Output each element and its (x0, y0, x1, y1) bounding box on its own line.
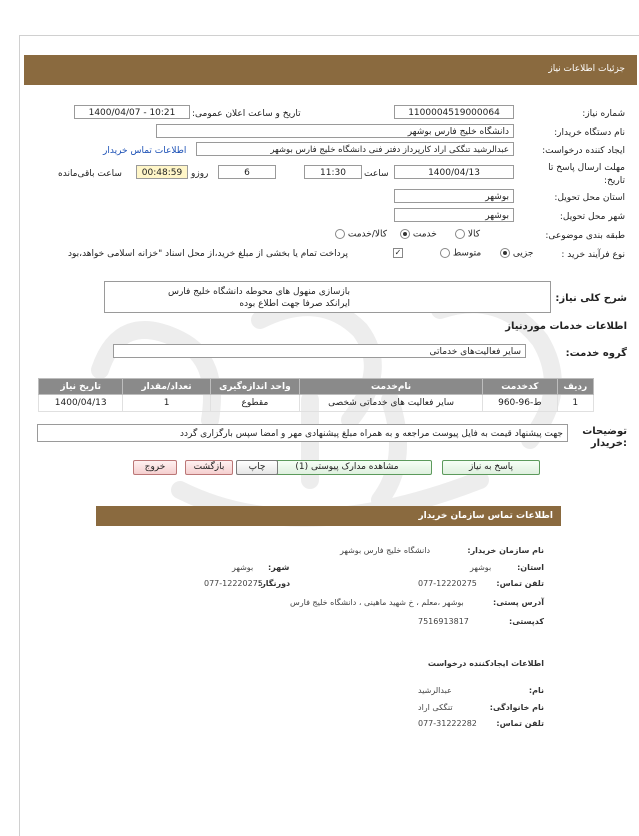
buyer-org-field: دانشگاه خلیج فارس بوشهر (156, 124, 514, 138)
deadline-label-1: مهلت ارسال پاسخ تا (548, 163, 625, 173)
service-group-field: سایر فعالیت‌های خدماتی (113, 344, 526, 358)
category-option-service[interactable]: خدمت (400, 229, 437, 240)
time-label: ساعت (364, 169, 389, 179)
requester-name-label: نام: (528, 686, 544, 695)
process-option-minor[interactable]: جزیی (500, 248, 533, 259)
contact-province-value: بوشهر (470, 563, 492, 572)
buyer-notes-label-1: توضیحات (582, 426, 627, 437)
remaining-time-field: 00:48:59 (136, 165, 188, 179)
summary-box (104, 281, 551, 313)
contact-address-value: بوشهر ،معلم ، خ شهید ماهینی ، دانشگاه خلیج فارس (290, 598, 464, 607)
radio-goods[interactable] (455, 229, 465, 239)
contact-province-label: استان: (517, 563, 544, 572)
province-label: استان محل تحویل: (554, 193, 625, 203)
radio-both[interactable] (335, 229, 345, 239)
contact-phone-value: 077-12220275 (418, 579, 477, 588)
services-title: اطلاعات خدمات موردنیاز (505, 321, 627, 332)
contact-city-label: شهر: (268, 563, 290, 572)
category-option-both[interactable]: کالا/خدمت (335, 229, 387, 240)
city-label: شهر محل تحویل: (559, 212, 625, 222)
deadline-label-2: تاریخ: (604, 176, 625, 186)
col-code: کدخدمت (483, 379, 558, 395)
summary-line-1: بازسازی منهول های محوطه دانشگاه خلیج فارس (167, 287, 350, 297)
table-row[interactable] (39, 395, 594, 412)
contact-phone-label: تلفن تماس: (496, 579, 544, 588)
contact-address-label: آدرس پستی: (493, 598, 544, 607)
col-qty: تعداد/مقدار (123, 379, 210, 395)
requester-info-title: اطلاعات ایجادکننده درخواست (427, 659, 544, 668)
announce-label: تاریخ و ساعت اعلان عمومی: (192, 109, 301, 119)
payment-note: پرداخت تمام یا بخشی از مبلغ خرید،از محل اسناد "خزانه اسلامی خواهد،بود (68, 249, 349, 259)
back-button[interactable]: بازگشت (185, 460, 233, 475)
buyer-org-label: نام دستگاه خریدار: (554, 128, 625, 138)
contact-header: اطلاعات تماس سازمان خریدار (96, 506, 561, 526)
cell-row: 1 (557, 395, 593, 412)
table-header-row (39, 379, 594, 395)
services-table (38, 378, 594, 412)
reply-button[interactable]: پاسخ به نیاز (442, 460, 540, 475)
contact-postal-value: 7516913817 (418, 617, 469, 626)
cell-date: 1400/04/13 (39, 395, 123, 412)
province-field: بوشهر (394, 189, 514, 203)
requester-phone-value: 077-31222282 (418, 719, 477, 728)
category-option-goods[interactable]: کالا (455, 229, 480, 240)
contact-postal-label: کدپستی: (509, 617, 544, 626)
contact-org-value: دانشگاه خلیج فارس بوشهر (340, 546, 431, 555)
buyer-notes-field: جهت پیشنهاد قیمت به فایل پیوست مراجعه و به همراه مبلغ پیشنهادی مهر و امضا سپس بارگزاری گردد (37, 424, 568, 442)
cell-qty: 1 (123, 395, 210, 412)
col-row: ردیف (557, 379, 593, 395)
summary-label: شرح کلی نیاز: (555, 293, 627, 304)
contact-org-label: نام سازمان خریدار: (467, 546, 544, 555)
remaining-label: ساعت باقی‌مانده (58, 169, 122, 179)
contact-city-value: بوشهر (232, 563, 254, 572)
buyer-contact-link[interactable]: اطلاعات تماس خریدار (103, 146, 187, 156)
radio-medium[interactable] (440, 248, 450, 258)
summary-line-2: ایرانکد صرفا جهت اطلاع بوده (239, 299, 350, 309)
exit-button[interactable]: خروج (133, 460, 177, 475)
breadcrumb: جزئیات اطلاعات نیاز (548, 64, 625, 74)
col-name: نام‌خدمت (300, 379, 483, 395)
service-group-label: گروه خدمت: (565, 348, 627, 359)
radio-service[interactable] (400, 229, 410, 239)
payment-checkbox[interactable]: ✓ (394, 248, 402, 257)
process-label: نوع فرآیند خرید : (561, 250, 625, 260)
requester-field: عبدالرشید تنگکی اراد کارپرداز دفتر فنی دانشگاه خلیج فارس بوشهر (196, 142, 514, 156)
attachments-button[interactable]: مشاهده مدارک پیوستی (1) (262, 460, 432, 475)
city-field: بوشهر (394, 208, 514, 222)
col-date: تاریخ نیاز (39, 379, 123, 395)
print-button[interactable]: چاپ (236, 460, 278, 475)
process-option-medium[interactable]: متوسط (440, 248, 481, 259)
contact-fax-label: دورنگار: (258, 579, 291, 588)
requester-name-value: عبدالرشید (418, 686, 452, 695)
buyer-notes-label-2: :خریدار (590, 438, 627, 449)
cell-code: ط-96-960 (483, 395, 558, 412)
requester-family-value: تنگکی اراد (418, 703, 453, 712)
requester-phone-label: تلفن تماس: (496, 719, 544, 728)
days-label: روزو (191, 169, 209, 179)
need-number-field: 1100004519000064 (394, 105, 514, 119)
cell-name: سایر فعالیت های خدماتی شخصی (300, 395, 483, 412)
announce-field: 1400/04/07 - 10:21 (74, 105, 190, 119)
need-number-label: شماره نیاز: (582, 109, 625, 119)
deadline-time-field: 11:30 (304, 165, 362, 179)
col-unit: واحد اندازه‌گیری (210, 379, 299, 395)
requester-label: ایجاد کننده درخواست: (542, 146, 625, 156)
contact-fax-value: 077-12220275 (204, 579, 263, 588)
days-field: 6 (218, 165, 276, 179)
requester-family-label: نام خانوادگی: (489, 703, 544, 712)
category-label: طبقه بندی موضوعی: (545, 231, 625, 241)
cell-unit: مقطوع (210, 395, 299, 412)
top-bar (24, 55, 637, 85)
radio-minor[interactable] (500, 248, 510, 258)
deadline-date-field: 1400/04/13 (394, 165, 514, 179)
